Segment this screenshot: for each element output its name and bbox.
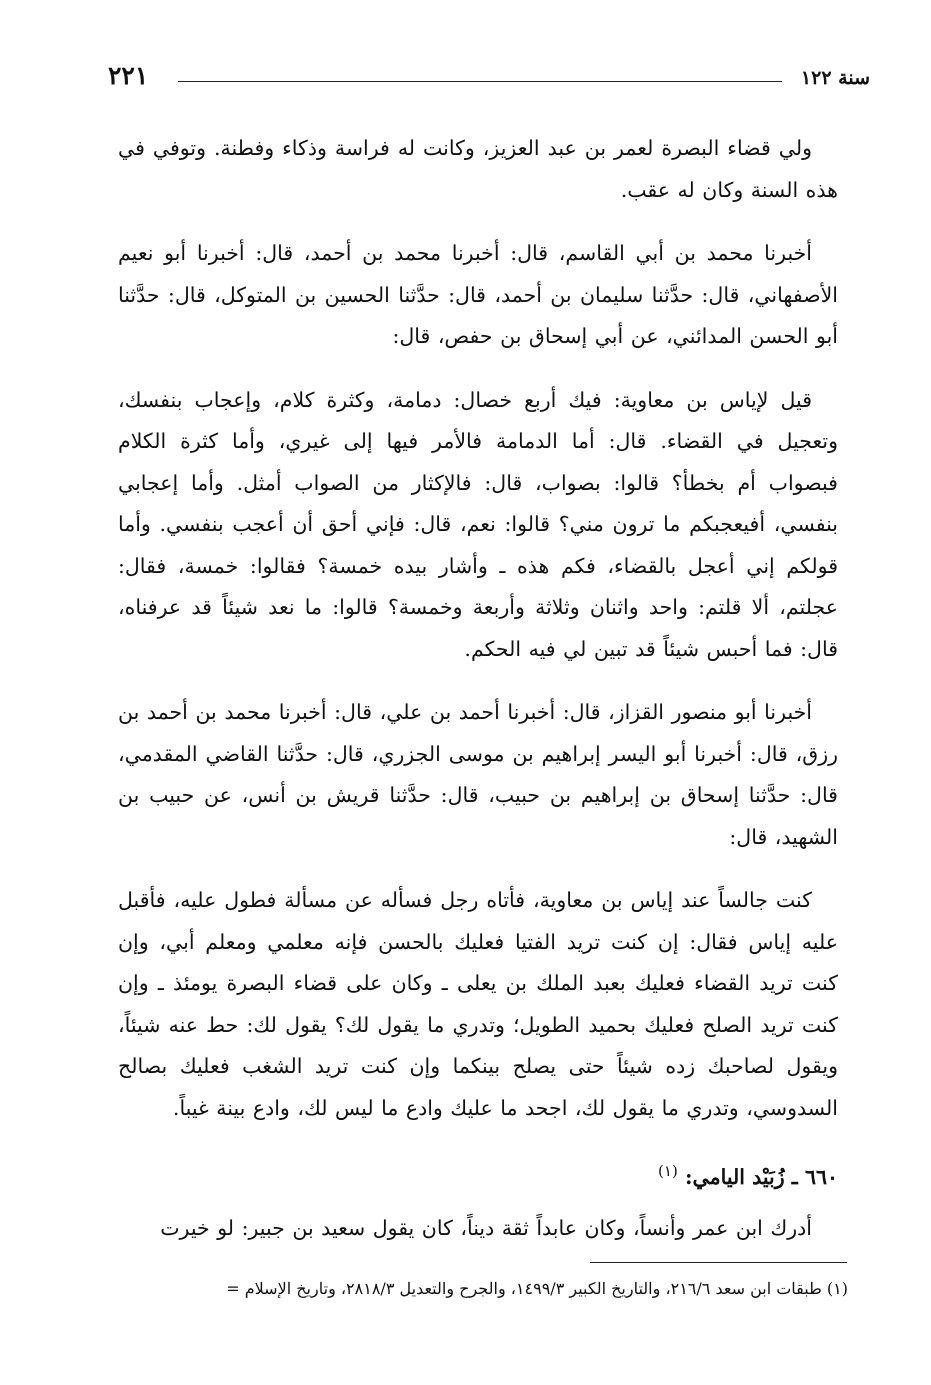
running-head: سنة ١٢٢ — [800, 67, 870, 89]
footnote-rule — [590, 1262, 847, 1263]
header-rule — [178, 81, 782, 82]
paragraph: ولي قضاء البصرة لعمر بن عبد العزيز، وكانت له فراسة وذكاء وفطنة. وتوفي في هذه السنة وكان له عقب. — [118, 136, 838, 202]
paragraph: قيل لإياس بن معاوية: فيك أربع خصال: دمامة، وكثرة كلام، وإعجاب بنفسك، وتعجيل في القضاء. قال: أما الدمامة فالأمر فيها إلى غيري، وأما كثرة الكلام فبصواب أم بخطأ؟ قالوا: بصواب، قال: فالإكثار من الصواب أمثل. وأما إعجابي بنفسي، أفيعجبكم ما ترون مني؟ قالوا: نعم، قال: فإني أحق أن أعجب بنفسي. وأما قولكم إني أعجل بالقضاء، فكم هذه ـ وأشار بيده خمسة؟ فقالوا: خمسة، فقال: عجلتم، ألا قلتم: واحد واثنان وثلاثة وأربعة وخمسة؟ قالوا: ما نعد شيئاً قد عرفناه، قال: فما أحبس شيئاً قد تبين لي فيه الحكم. — [118, 387, 838, 661]
page-number: ٢٢١ — [108, 61, 149, 90]
page-header — [108, 58, 870, 98]
footnote: (١) طبقات ابن سعد ٢١٦/٦، والتاريخ الكبير ١٤٩٩/٣، والجرح والتعديل ٢٨١٨/٣، وتاريخ الإسلام = — [226, 1279, 848, 1298]
paragraph: أخبرنا محمد بن أبي القاسم، قال: أخبرنا محمد بن أحمد، قال: أخبرنا أبو نعيم الأصفهاني، قال: حدَّثنا سليمان بن أحمد، قال: حدَّثنا الحسين بن المتوكل، قال: حدَّثنا أبو الحسن المدائني، عن أبي إسحاق بن حفص، قال: — [118, 241, 838, 348]
body-text — [118, 128, 838, 1250]
entry-heading-text: ٦٦٠ ـ زُبَيْد اليامي: — [684, 1164, 838, 1189]
paragraph: أخبرنا أبو منصور القزاز، قال: أخبرنا أحمد بن علي، قال: أخبرنا محمد بن أحمد بن رزق، قال: أخبرنا أبو اليسر إبراهيم بن موسى الجزري، قال: حدَّثنا القاضي المقدمي، قال: حدَّثنا إسحاق بن إبراهيم بن حبيب، قال: حدَّثنا قريش بن أنس، عن حبيب بن الشهيد، قال: — [118, 700, 838, 849]
entry-heading — [118, 1151, 838, 1198]
entry-paragraph: أدرك ابن عمر وأنساً، وكان عابداً ثقة ديناً، كان يقول سعيد بن جبير: لو خيرت — [160, 1216, 812, 1241]
footnote-reference: (١) — [658, 1162, 678, 1180]
paragraph: كنت جالساً عند إياس بن معاوية، فأتاه رجل فسأله عن مسألة فطول عليه، فأقبل عليه إياس فقال: إن كنت تريد الفتيا فعليك بالحسن فإنه معلمي ومعلم أبي، وإن كنت تريد القضاء فعليك بعبد الملك بن يعلى ـ وكان على قضاء البصرة يومئذ ـ وإن كنت تريد الصلح فعليك بحميد الطويل؛ وتدري ما يقول لك؟ يقول لك: حط عنه شيئاً، ويقول لصاحبك زده شيئاً حتى يصلح بينكما وإن كنت تريد الشغب فعليك بصالح السدوسي، وتدري ما يقول لك، اجحد ما عليك وادع ما ليس لك، وادع بينة غيباً. — [118, 888, 838, 1120]
